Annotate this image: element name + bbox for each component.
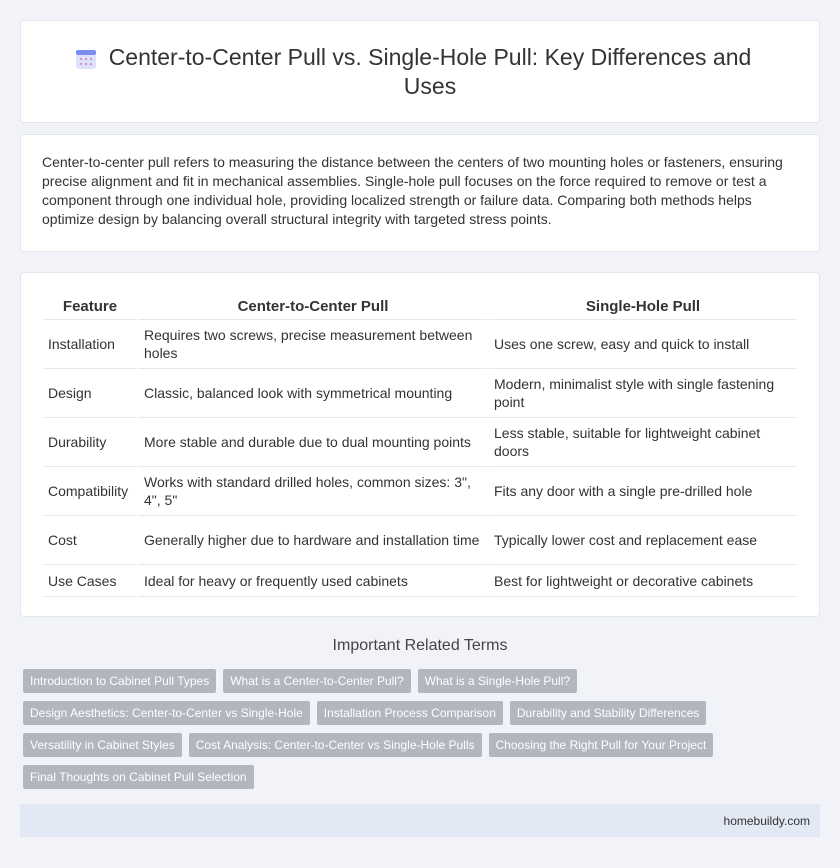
related-term-link[interactable]: Final Thoughts on Cabinet Pull Selection [23, 765, 254, 789]
table-cell: Uses one screw, easy and quick to install [489, 320, 797, 369]
related-terms-title: Important Related Terms [332, 637, 508, 654]
related-term-link[interactable]: Introduction to Cabinet Pull Types [23, 669, 216, 693]
footer-site-name: homebuildy.com [723, 814, 810, 828]
table-cell: Compatibility [43, 467, 137, 516]
related-term-link[interactable]: Cost Analysis: Center-to-Center vs Single-Hole Pulls [189, 733, 482, 757]
table-row [43, 418, 797, 467]
table-row [43, 320, 797, 369]
header-feature: Feature [43, 294, 137, 320]
table-cell: Use Cases [43, 565, 137, 597]
related-terms-list [23, 669, 723, 789]
table-row [43, 369, 797, 418]
header-center-to-center: Center-to-Center Pull [139, 294, 487, 320]
table-cell: Fits any door with a single pre-drilled hole [489, 467, 797, 516]
comparison-table [41, 294, 799, 597]
related-term-link[interactable]: What is a Single-Hole Pull? [418, 669, 577, 693]
intro-card [20, 134, 820, 252]
related-term-link[interactable]: What is a Center-to-Center Pull? [223, 669, 410, 693]
table-cell: Modern, minimalist style with single fastening point [489, 369, 797, 418]
table-row [43, 516, 797, 565]
table-header-row [43, 294, 797, 320]
table-cell: Requires two screws, precise measurement between holes [139, 320, 487, 369]
table-cell: Works with standard drilled holes, common sizes: 3", 4", 5" [139, 467, 487, 516]
table-cell: Durability [43, 418, 137, 467]
page-title: Center-to-Center Pull vs. Single-Hole Pull: Key Differences and Uses [108, 44, 752, 99]
table-cell: Generally higher due to hardware and installation time [139, 516, 487, 565]
table-cell: Installation [43, 320, 137, 369]
related-term-link[interactable]: Versatility in Cabinet Styles [23, 733, 182, 757]
table-row [43, 565, 797, 597]
table-cell: Less stable, suitable for lightweight cabinet doors [489, 418, 797, 467]
table-cell: Design [43, 369, 137, 418]
table-row [43, 467, 797, 516]
related-term-link[interactable]: Design Aesthetics: Center-to-Center vs Single-Hole [23, 701, 310, 725]
related-term-link[interactable]: Choosing the Right Pull for Your Project [489, 733, 714, 757]
table-cell: Cost [43, 516, 137, 565]
intro-paragraph: Center-to-center pull refers to measuring the distance between the centers of two mounting holes or fasteners, ensuring precise alignment and fit in mechanical assemblies. Single-hole pull focuses on the force required to remove or test a component through one individual hole, providing localized strength or failure data. Comparing both methods helps optimize design by balancing overall structural integrity with targeted stress points. [42, 154, 783, 227]
table-cell: Best for lightweight or decorative cabinets [489, 565, 797, 597]
table-cell: Typically lower cost and replacement ease [489, 516, 797, 565]
related-term-link[interactable]: Installation Process Comparison [317, 701, 503, 725]
related-term-link[interactable]: Durability and Stability Differences [510, 701, 707, 725]
header-single-hole: Single-Hole Pull [489, 294, 797, 320]
footer [20, 804, 820, 837]
table-cell: Classic, balanced look with symmetrical mounting [139, 369, 487, 418]
title-card [20, 20, 820, 123]
comparison-table-card [20, 272, 820, 617]
table-cell: More stable and durable due to dual mounting points [139, 418, 487, 467]
table-cell: Ideal for heavy or frequently used cabinets [139, 565, 487, 597]
